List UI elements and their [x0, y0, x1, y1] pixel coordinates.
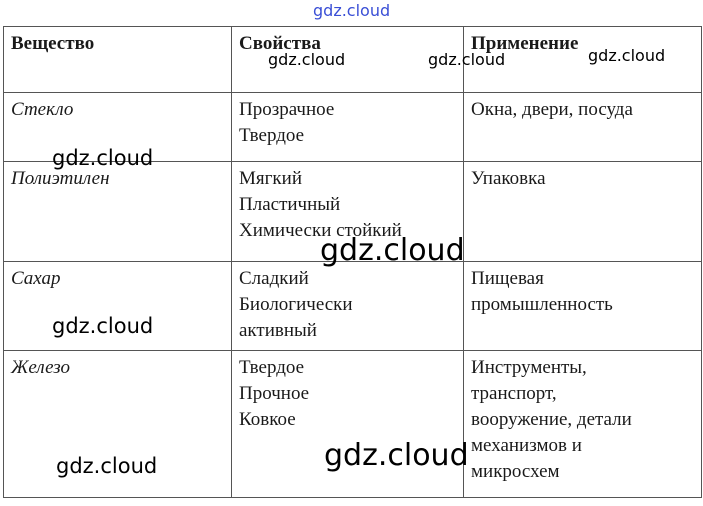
- watermark-text: gdz.cloud: [52, 314, 154, 338]
- uses-cell: [464, 93, 702, 162]
- uses-cell: [464, 262, 702, 351]
- property-line: Пластичный: [239, 194, 341, 215]
- property-line: Мягкий: [239, 168, 302, 189]
- properties-cell: [232, 262, 464, 351]
- use-line: Упаковка: [471, 168, 546, 189]
- watermark-text: gdz.cloud: [52, 146, 154, 170]
- watermark-text: gdz.cloud: [313, 1, 391, 20]
- watermark-text: gdz.cloud: [320, 233, 465, 268]
- header-properties: Свойства: [232, 27, 464, 93]
- watermark-text: gdz.cloud: [56, 454, 158, 478]
- use-line: промышленность: [471, 294, 613, 315]
- uses-cell: [464, 162, 702, 262]
- properties-cell: [232, 93, 464, 162]
- property-line: Сладкий: [239, 268, 309, 289]
- substance-cell: Полиэтилен: [4, 162, 232, 262]
- use-line: Окна, двери, посуда: [471, 99, 633, 120]
- header-uses: Применение: [464, 27, 702, 93]
- property-line: активный: [239, 320, 317, 341]
- use-line: микросхем: [471, 461, 560, 482]
- property-line: Ковкое: [239, 409, 296, 430]
- use-line: вооружение, детали: [471, 409, 632, 430]
- property-line: Биологически: [239, 294, 353, 315]
- substance-cell: Стекло: [4, 93, 232, 162]
- property-line: Прочное: [239, 383, 310, 404]
- properties-cell: [232, 351, 464, 498]
- watermark-text: gdz.cloud: [588, 46, 666, 65]
- property-line: Химически стойкий: [239, 220, 402, 241]
- watermark-text: gdz.cloud: [268, 50, 346, 69]
- use-line: Пищевая: [471, 268, 544, 289]
- watermark-text: gdz.cloud: [324, 438, 469, 473]
- use-line: транспорт,: [471, 383, 557, 404]
- uses-cell: [464, 351, 702, 498]
- property-line: Твердое: [239, 357, 305, 378]
- substance-cell: Железо: [4, 351, 232, 498]
- watermark-text: gdz.cloud: [428, 50, 506, 69]
- property-line: Твердое: [239, 125, 305, 146]
- use-line: механизмов и: [471, 435, 582, 456]
- use-line: Инструменты,: [471, 357, 587, 378]
- header-substance: Вещество: [4, 27, 232, 93]
- substance-cell: Сахар: [4, 262, 232, 351]
- property-line: Прозрачное: [239, 99, 335, 120]
